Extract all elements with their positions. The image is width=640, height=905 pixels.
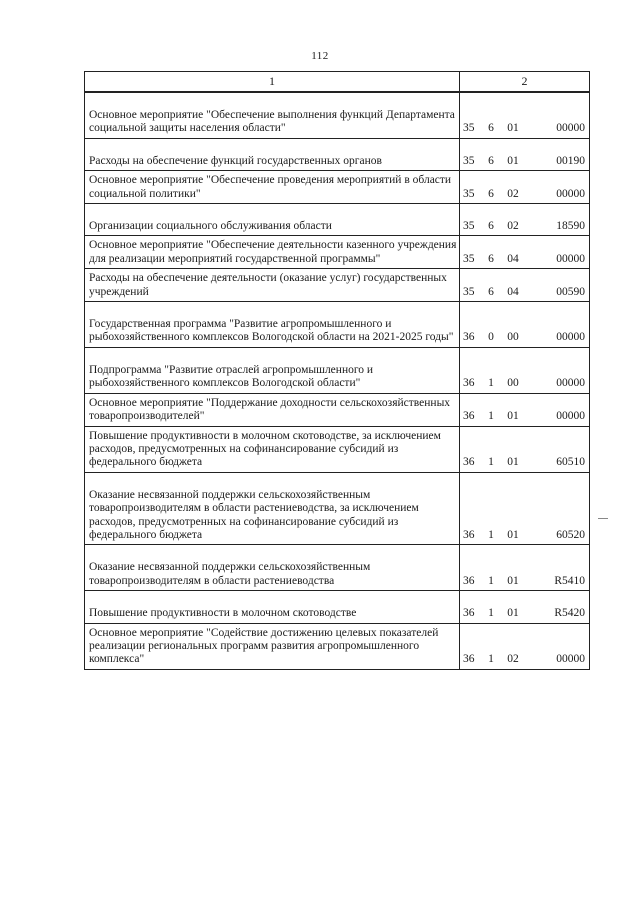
direction-code: 00590: [556, 285, 585, 298]
row-name-cell: [85, 269, 460, 302]
row-code-cell: [460, 393, 590, 426]
row-name-text: Государственная программа "Развитие агропромышленного и рыбохозяйственного комплексов Вологодской области на 2021-2025 годы": [89, 318, 454, 344]
subprogram-code: 1: [488, 410, 494, 423]
direction-code: 00000: [556, 187, 585, 200]
program-code: 36: [463, 574, 475, 587]
direction-code: 60510: [556, 456, 585, 469]
row-name-text: Основное мероприятие "Содействие достижению целевых показателей реализации региональных программ развития агропромышленного комплекса": [89, 626, 439, 666]
code-segments: [463, 188, 587, 201]
row-name-cell: [85, 426, 460, 472]
program-code: 36: [463, 410, 475, 423]
code-segments: [463, 331, 587, 344]
row-name-text: Повышение продуктивности в молочном скотоводстве, за исключением расходов, предусмотренных на софинансирование субсидий из федерального бюджета: [89, 429, 441, 469]
activity-code: 00: [507, 331, 519, 344]
row-name-text: Оказание несвязанной поддержки сельскохозяйственным товаропроизводителям в области растениеводства: [89, 561, 371, 587]
activity-code: 04: [507, 252, 519, 265]
subprogram-code: 1: [488, 377, 494, 390]
row-name-cell: [85, 393, 460, 426]
table-row: [85, 204, 590, 236]
table-row: [85, 302, 590, 348]
row-name-cell: [85, 302, 460, 348]
table-row: [85, 347, 590, 393]
row-name-text: Расходы на обеспечение деятельности (оказание услуг) государственных учреждений: [89, 272, 447, 298]
row-code-cell: [460, 472, 590, 545]
direction-code: 18590: [556, 220, 585, 233]
row-code-cell: [460, 545, 590, 591]
page-number: 112: [311, 50, 329, 62]
program-code: 36: [463, 528, 475, 541]
row-name-text: Подпрограмма "Развитие отраслей агропромышленного и рыбохозяйственного комплексов Вологодской области": [89, 363, 374, 390]
row-gap: [89, 305, 457, 318]
table-row: [85, 472, 590, 545]
row-gap: [89, 351, 457, 364]
direction-code: 60520: [556, 528, 585, 541]
table-row: [85, 393, 590, 426]
row-code-cell: [460, 236, 590, 269]
subprogram-code: 6: [488, 220, 494, 233]
activity-code: 02: [507, 653, 519, 666]
row-name-cell: [85, 138, 460, 170]
direction-code: R5420: [554, 607, 585, 620]
row-name-text: Основное мероприятие "Обеспечение выполнения функций Департамента социальной защиты населения области": [89, 109, 455, 135]
activity-code: 01: [507, 154, 519, 167]
program-code: 35: [463, 154, 475, 167]
row-code-cell: [460, 138, 590, 170]
code-segments: [463, 529, 587, 542]
row-name-cell: [85, 545, 460, 591]
row-name-cell: [85, 236, 460, 269]
activity-code: 01: [507, 574, 519, 587]
row-gap: [89, 207, 457, 220]
row-code-cell: [460, 591, 590, 623]
activity-code: 00: [507, 377, 519, 390]
subprogram-code: 1: [488, 456, 494, 469]
row-code-cell: [460, 347, 590, 393]
direction-code: 00190: [556, 154, 585, 167]
row-name-cell: [85, 204, 460, 236]
program-code: 36: [463, 653, 475, 666]
program-code: 35: [463, 220, 475, 233]
table-body: [85, 92, 590, 669]
code-segments: [463, 377, 587, 390]
activity-code: 01: [507, 456, 519, 469]
table-row: [85, 138, 590, 170]
row-code-cell: [460, 623, 590, 669]
program-code: 35: [463, 285, 475, 298]
row-name-text: Повышение продуктивности в молочном скотоводстве: [89, 607, 357, 620]
row-name-cell: [85, 347, 460, 393]
direction-code: 00000: [556, 122, 585, 135]
subprogram-code: 1: [488, 607, 494, 620]
table-row: [85, 269, 590, 302]
table-row: [85, 545, 590, 591]
code-segments: [463, 410, 587, 423]
row-code-cell: [460, 269, 590, 302]
table-row: [85, 236, 590, 269]
code-segments: [463, 253, 587, 266]
subprogram-code: 6: [488, 252, 494, 265]
row-name-cell: [85, 171, 460, 204]
table-row: [85, 591, 590, 623]
program-code: 36: [463, 607, 475, 620]
row-name-cell: [85, 472, 460, 545]
row-name-text: Основное мероприятие "Поддержание доходности сельскохозяйственных товаропроизводителей": [89, 396, 451, 423]
table-row: [85, 623, 590, 669]
row-code-cell: [460, 302, 590, 348]
subprogram-code: 1: [488, 528, 494, 541]
activity-code: 01: [507, 607, 519, 620]
column-header-2: 2: [460, 72, 590, 93]
subprogram-code: 6: [488, 187, 494, 200]
activity-code: 04: [507, 285, 519, 298]
direction-code: 00000: [556, 331, 585, 344]
row-name-text: Основное мероприятие "Обеспечение деятельности казенного учреждения для реализации мероприятий государственной программы": [89, 239, 457, 265]
row-name-text: Организации социального обслуживания области: [89, 220, 332, 233]
row-gap: [89, 594, 457, 607]
margin-mark: [598, 518, 608, 519]
program-code: 35: [463, 187, 475, 200]
table-row: [85, 426, 590, 472]
subprogram-code: 6: [488, 285, 494, 298]
direction-code: 00000: [556, 653, 585, 666]
row-gap: [89, 142, 457, 155]
code-segments: [463, 122, 587, 135]
budget-classification-table: [84, 71, 590, 670]
subprogram-code: 6: [488, 122, 494, 135]
code-segments: [463, 220, 587, 233]
row-name-text: Расходы на обеспечение функций государственных органов: [89, 154, 382, 167]
program-code: 35: [463, 122, 475, 135]
row-name-cell: [85, 623, 460, 669]
row-code-cell: [460, 204, 590, 236]
subprogram-code: 0: [488, 331, 494, 344]
row-name-cell: [85, 591, 460, 623]
row-code-cell: [460, 171, 590, 204]
program-code: 36: [463, 331, 475, 344]
direction-code: R5410: [554, 574, 585, 587]
code-segments: [463, 155, 587, 168]
direction-code: 00000: [556, 377, 585, 390]
activity-code: 01: [507, 410, 519, 423]
row-name-cell: [85, 92, 460, 138]
row-code-cell: [460, 92, 590, 138]
row-name-text: Основное мероприятие "Обеспечение проведения мероприятий в области социальной политики": [89, 174, 452, 200]
row-code-cell: [460, 426, 590, 472]
subprogram-code: 1: [488, 574, 494, 587]
table-row: [85, 171, 590, 204]
column-header-1: 1: [85, 72, 460, 93]
table-row: [85, 92, 590, 138]
row-gap: [89, 96, 457, 109]
row-gap: [89, 548, 457, 561]
program-code: 36: [463, 456, 475, 469]
activity-code: 02: [507, 187, 519, 200]
activity-code: 01: [507, 528, 519, 541]
row-name-text: Оказание несвязанной поддержки сельскохозяйственным товаропроизводителям в области растениеводства, за исключением расходов, предусмотренных на софинансирование субсидий из федерального бюджета: [89, 488, 419, 541]
subprogram-code: 6: [488, 154, 494, 167]
subprogram-code: 1: [488, 653, 494, 666]
row-gap: [89, 476, 457, 489]
activity-code: 02: [507, 220, 519, 233]
direction-code: 00000: [556, 410, 585, 423]
code-segments: [463, 607, 587, 620]
activity-code: 01: [507, 122, 519, 135]
program-code: 36: [463, 377, 475, 390]
code-segments: [463, 653, 587, 666]
table-header-row: [85, 72, 590, 93]
direction-code: 00000: [556, 252, 585, 265]
code-segments: [463, 575, 587, 588]
code-segments: [463, 456, 587, 469]
program-code: 35: [463, 252, 475, 265]
code-segments: [463, 286, 587, 299]
